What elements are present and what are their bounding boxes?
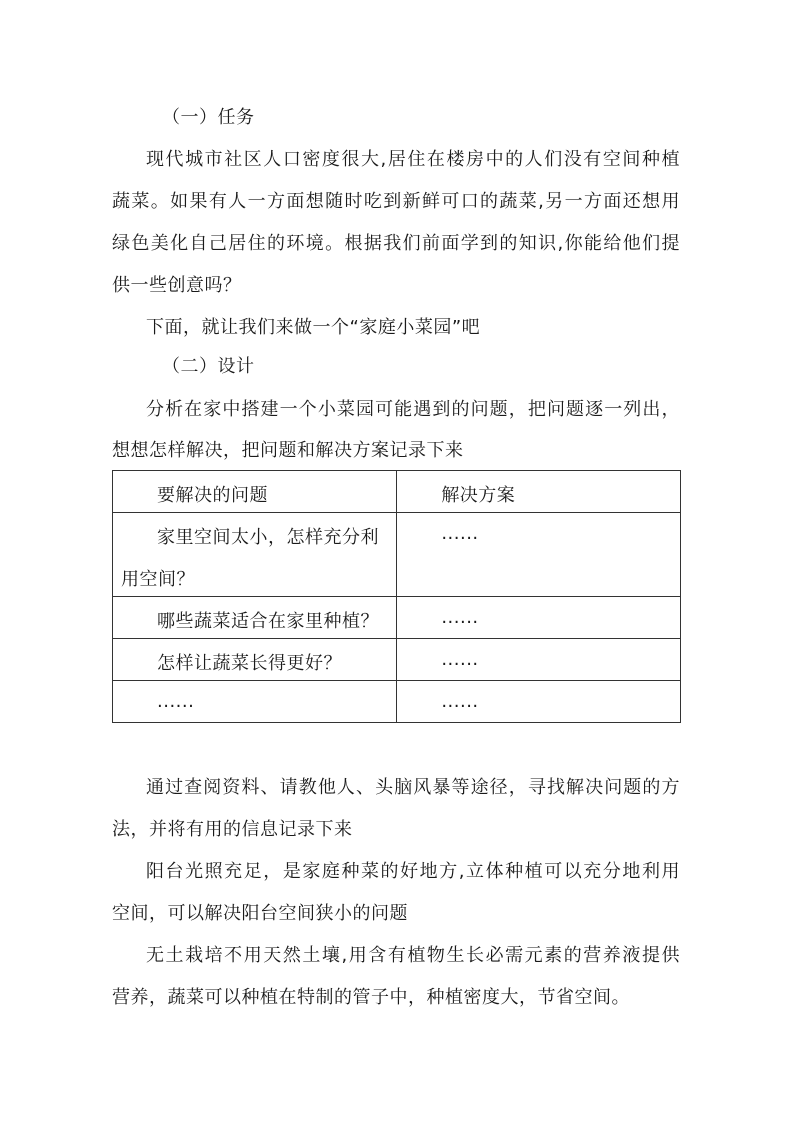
table-row xyxy=(113,513,681,597)
table-header-row xyxy=(113,471,681,513)
design-paragraph-line: 想想怎样解决，把问题和解决方案记录下来 xyxy=(112,440,464,461)
intro-paragraph-line: 现代城市社区人口密度很大,居住在楼房中的人们没有空间种植 xyxy=(146,149,680,170)
intro-paragraph-line: 供一些创意吗？ xyxy=(112,275,242,296)
table-row xyxy=(113,597,681,639)
intro-paragraph-line: 绿色美化自己居住的环境。根据我们前面学到的知识,你能给他们提 xyxy=(112,233,680,254)
design-paragraph-line: 分析在家中搭建一个小菜园可能遇到的问题，把问题逐一列出， xyxy=(146,399,680,420)
design-heading: （二）设计 xyxy=(162,356,255,377)
intro-paragraph-line: 蔬菜。如果有人一方面想随时吃到新鲜可口的蔬菜,另一方面还想用 xyxy=(112,191,680,212)
problem-text-line: 哪些蔬菜适合在家里种植？ xyxy=(157,611,379,632)
research-paragraph-line: 空间，可以解决阳台空间狭小的问题 xyxy=(112,903,408,924)
problem-text-line: 家里空间太小，怎样充分利 xyxy=(157,527,379,548)
problem-text-line: 怎样让蔬菜长得更好？ xyxy=(157,653,342,674)
problem-cell xyxy=(113,681,397,723)
solution-text: ...... xyxy=(441,523,479,544)
task-heading: （一）任务 xyxy=(162,107,255,128)
header-problem-label: 要解决的问题 xyxy=(157,485,268,506)
problem-text-line: ...... xyxy=(157,691,195,712)
solution-text: ...... xyxy=(441,607,479,628)
problem-cell xyxy=(113,639,397,681)
solution-text: ...... xyxy=(441,649,479,670)
intro-paragraph-line: 下面，就让我们来做一个“家庭小菜园”吧 xyxy=(146,317,481,338)
research-paragraph-line: 阳台光照充足，是家庭种菜的好地方,立体种植可以充分地利用 xyxy=(146,861,680,882)
header-cell-problem xyxy=(113,471,397,513)
research-paragraph-line: 营养，蔬菜可以种植在特制的管子中，种植密度大，节省空间。 xyxy=(112,987,630,1008)
table-row xyxy=(113,681,681,723)
header-solution-label: 解决方案 xyxy=(441,485,516,506)
research-paragraph-line: 法，并将有用的信息记录下来 xyxy=(112,819,353,840)
research-paragraph-line: 通过查阅资料、请教他人、头脑风暴等途径，寻找解决问题的方 xyxy=(146,777,680,798)
problem-solution-table xyxy=(112,470,681,723)
problem-cell xyxy=(113,513,397,597)
research-paragraph-line: 无土栽培不用天然土壤,用含有植物生长必需元素的营养液提供 xyxy=(146,945,680,966)
solution-text: ...... xyxy=(441,691,479,712)
table-row xyxy=(113,639,681,681)
problem-cell xyxy=(113,597,397,639)
problem-text-line: 用空间？ xyxy=(121,569,195,590)
